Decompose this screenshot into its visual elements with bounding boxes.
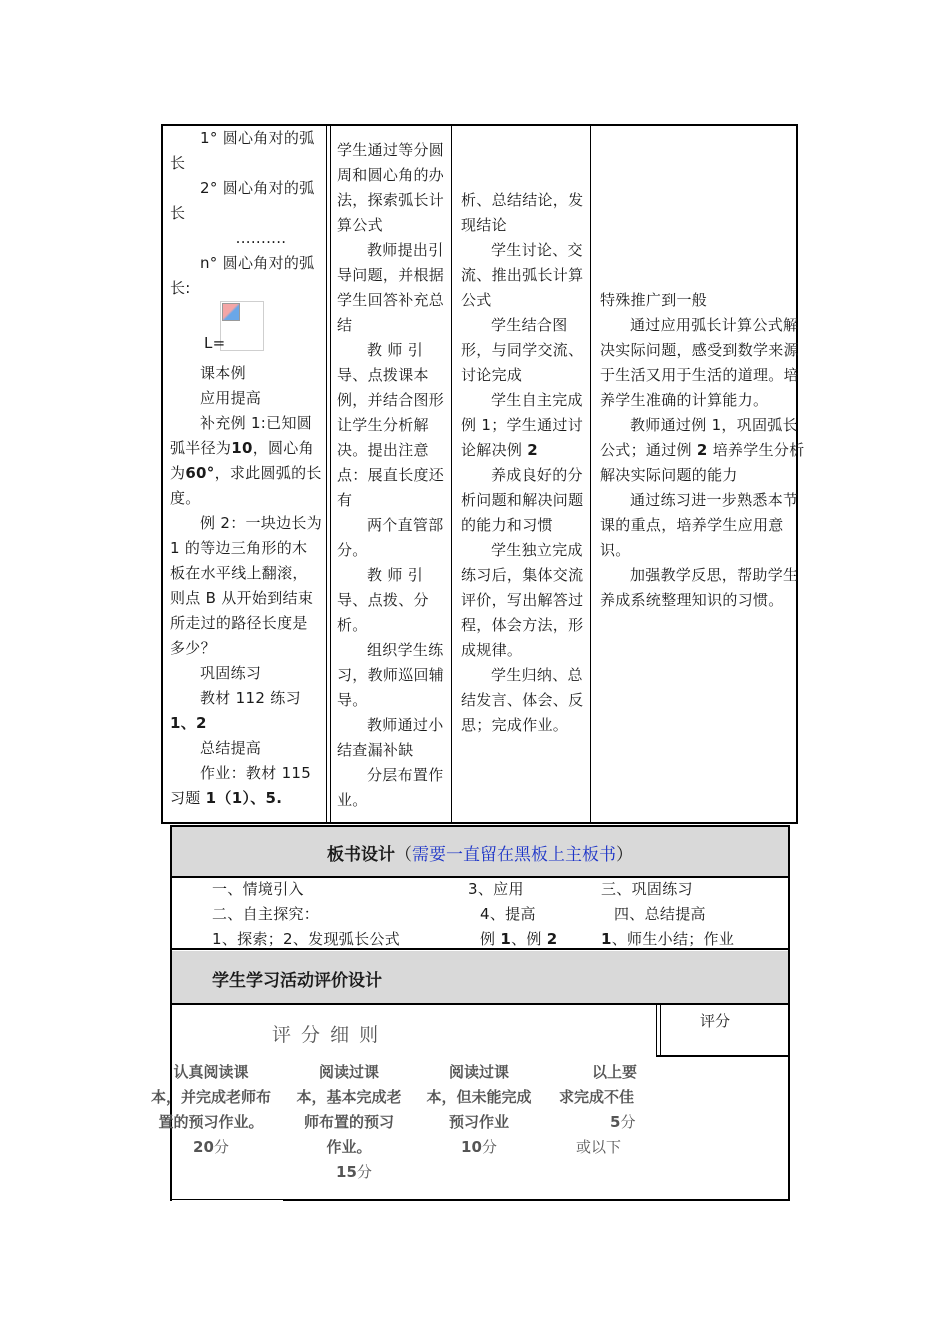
intent-p4: 通过练习进一步熟悉本节课的重点，培养学生应用意识。 [600,491,799,559]
teacher-p2: 教师提出引导问题，并根据学生回答补充总结 [337,241,445,334]
eval-bottom-line-b [283,1199,790,1201]
score-label: 评分 [700,1012,731,1030]
content-column [170,126,322,811]
arc-n-degree: n° 圆心角对的弧长: [170,254,315,297]
criterion-fair-score: 10分 [461,1138,497,1156]
criterion-good: 阅读过课 本，基本完成老 师布置的预习 作业。 15分 [288,1060,410,1185]
criterion-excellent: 认真阅读课 本，并完成老师布 置的预习作业。 20分 [140,1060,282,1160]
teacher-p3: 教 师 引导、点拨课本例，并结合图形让学生分析解决。提出注意点：展直长度还有 [337,341,445,509]
textbook-practice: 教材 112 练习1、2 [170,689,301,732]
rules-title: 评 分 细 则 [272,1024,381,1046]
board-title: 板书设计（需要一直留在黑板上主板书） [327,845,633,865]
student-p5: 养成良好的分析问题和解决问题的能力和习惯 [461,466,584,534]
student-activity-column [461,188,585,738]
student-p2: 学生讨论、交流、推出弧长计算公式 [461,241,584,309]
design-intent-column [600,288,810,613]
summary-heading: 总结提高 [200,739,262,757]
table-border-bottom [161,822,798,824]
score-cell-bottom [656,1055,790,1057]
criterion-fair: 阅读过课 本，但未能完成 预习作业 10分 [420,1060,538,1160]
teacher-p5: 教 师 引导、点拨、分析。 [337,566,429,634]
intent-p1: 特殊推广到一般 [600,291,708,309]
teacher-p6: 组织学生练习，教师巡回辅导。 [337,641,445,709]
eval-title: 学生学习活动评价设计 [212,971,382,991]
arc-2-degree: 2° 圆心角对的弧长 [170,179,315,222]
intent-p3: 教师通过例 1，巩固弧长公式；通过例 2 培养学生分析解决实际问题的能力 [600,416,805,484]
textbook-example: 课本例 [200,364,246,382]
score-cell-box-2 [660,1005,661,1057]
arc-1-degree: 1° 圆心角对的弧长 [170,129,315,172]
practice-heading: 巩固练习 [200,664,262,682]
board-improve: 4、提高 [480,905,536,923]
student-p3: 学生结合图形，与同学交流、讨论完成 [461,316,584,384]
column-divider-1 [326,124,327,824]
eval-header-line [170,1003,790,1005]
board-apply: 3、应用 [468,880,524,898]
teacher-p4: 两个直管部分。 [337,516,444,559]
example-2: 例 2：一块边长为 1 的等边三角形的木板在水平线上翻滚，则点 B 从开始到结束所走过的路径长度是多少？ [170,514,323,657]
criterion-poor: 以上要 求完成不佳 5分 或以下 [556,1060,652,1160]
teacher-p8: 分层布置作业。 [337,766,444,809]
board-explore: 二、自主探究： [212,905,320,923]
teacher-p1: 学生通过等分圆周和圆心角的办法，探索弧长计算公式 [337,141,445,234]
supplement-example-1: 补充例 1:已知圆弧半径为10，圆心角为60°，求此圆弧的长度。 [170,414,322,507]
broken-image-icon [222,303,240,321]
student-p7: 学生归纳、总结发言、体会、反思；完成作业。 [461,666,584,734]
intent-p5: 加强教学反思，帮助学生养成系统整理知识的习惯。 [600,566,799,609]
student-p1: 析、总结结论，发现结论 [461,191,584,234]
intent-p2: 通过应用弧长计算公式解决实际问题，感受到数学来源于生活又用于生活的道理。培养学生准确的计算能力。 [600,316,799,409]
board-practice: 三、巩固练习 [601,880,693,898]
criterion-good-score: 15分 [336,1163,372,1181]
ellipsis: .......... [235,229,287,247]
table-border-left [161,124,163,824]
formula-line [170,301,322,363]
student-p6: 学生独立完成练习后，集体交流评价，写出解答过程，体会方法，形成规律。 [461,541,584,659]
eval-bottom-line-a [170,1199,283,1200]
column-divider-2 [451,124,452,824]
homework: 作业：教材 115习题 1（1）、5. [170,764,312,807]
formula-prefix: L= [204,334,226,352]
teacher-activity-column [337,138,445,813]
formula-image-placeholder [220,301,264,351]
board-wrapup: 1、师生小结；作业 [601,930,735,948]
eval-right-line [788,950,790,1201]
column-divider-1b [330,124,331,824]
student-p4: 学生自主完成例 1；学生通过讨论解决例 2 [461,391,584,459]
criterion-excellent-score: 20分 [193,1138,229,1156]
application-heading: 应用提高 [200,389,262,407]
criterion-poor-score: 5分 [610,1113,636,1131]
board-formula: 1、探索；2、发现弧长公式 [212,930,400,948]
score-cell-box [656,1005,657,1057]
teacher-p7: 教师通过小结查漏补缺 [337,716,444,759]
board-examples: 例 1、例 2 [480,930,558,948]
column-divider-3 [590,124,591,824]
board-summary: 四、总结提高 [614,905,706,923]
board-intro: 一、情境引入 [212,880,304,898]
